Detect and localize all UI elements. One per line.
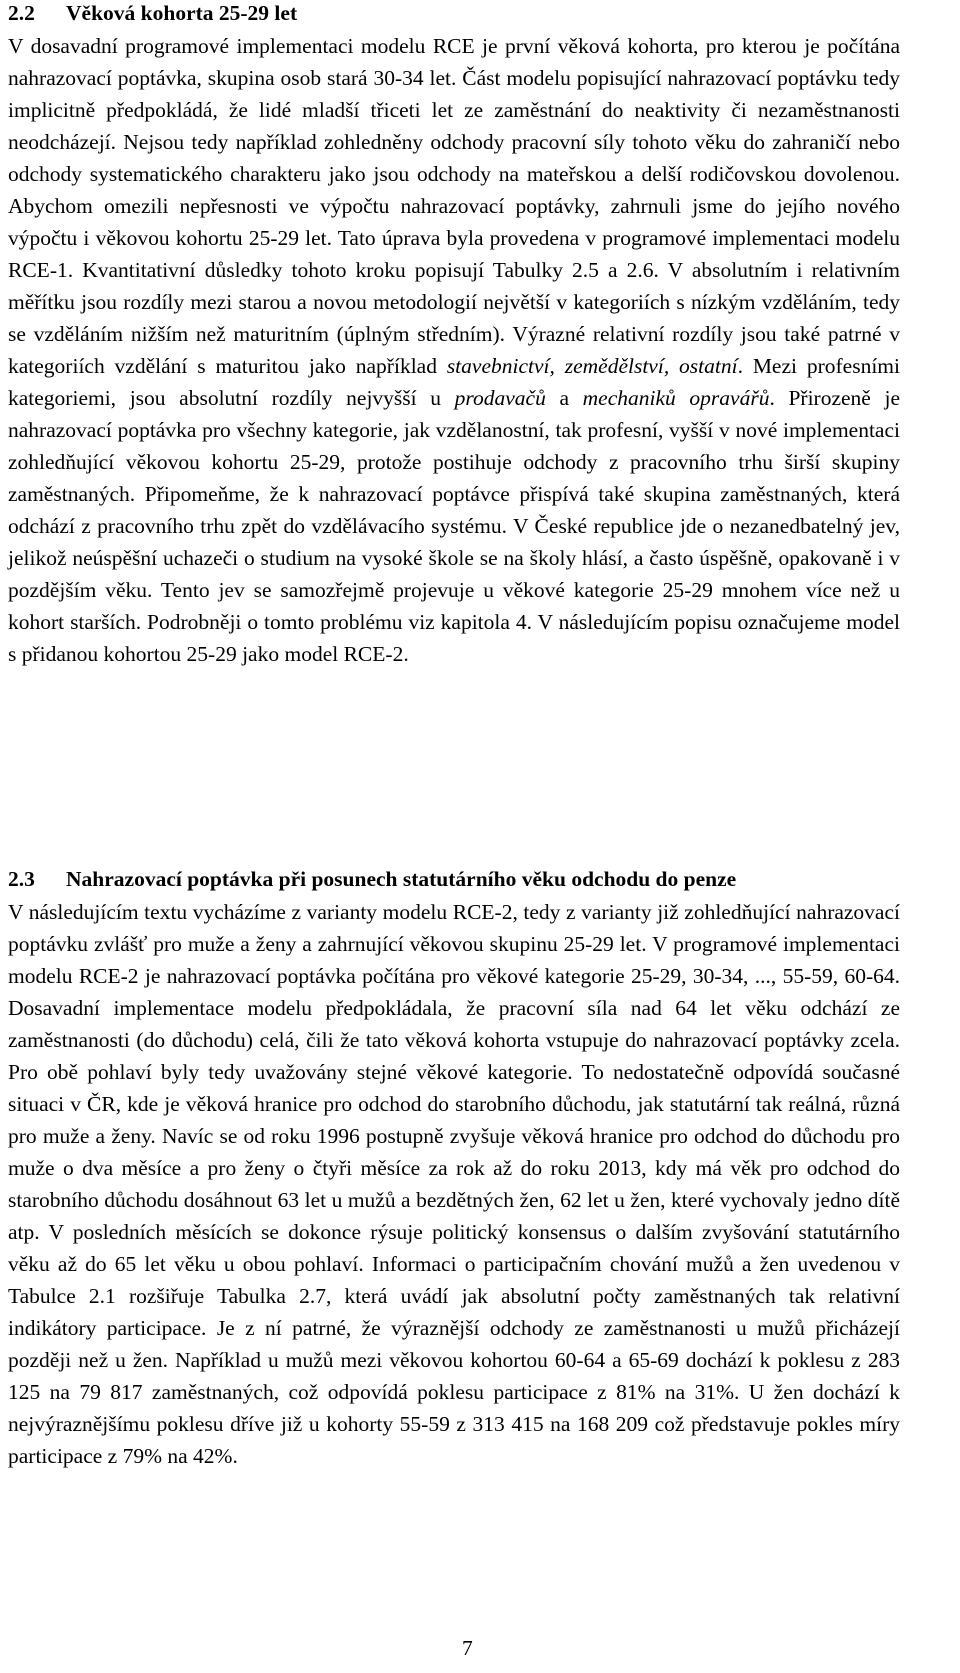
section-heading-2-2 — [8, 0, 297, 26]
paragraph-text: . Mezi profesními kategoriemi, jsou absolutní rozdíly nejvyšší u — [8, 354, 900, 410]
italic-prodavacu: prodavačů — [454, 386, 546, 410]
italic-mechaniku: mechaniků opravářů — [582, 386, 770, 410]
section-2-2-paragraph — [8, 30, 900, 670]
paragraph-text: . Přirozeně je nahrazovací poptávka pro všechny kategorie, jak vzdělanostní, tak profesní, vyšší v nové implementaci zohledňující věkovou kohortu 25-29, protože postihuje odchody z pracovního trhu širší skupiny zaměstnaných. Připomeňme, že k nahrazovací poptávce přispívá také skupina zaměstnaných, která odchází z pracovního trhu zpět do vzdělávacího systému. V České republice jde o nezanedbatelný jev, jelikož neúspěšní uchazeči o studium na vysoké škole se na školy hlásí, a často úspěšně, opakovaně i v pozdějším věku. Tento jev se samozřejmě projevuje u věkové kategorie 25-29 mnohem více než u kohort starších. Podrobněji o tomto problému viz kapitola 4. V následujícím popisu označujeme model s přidanou kohortou 25-29 jako model RCE-2. — [8, 386, 900, 666]
page-number: 7 — [462, 1636, 473, 1660]
section-number: 2.2 — [8, 1, 35, 25]
italic-categories: stavebnictví, zemědělství, ostatní — [446, 354, 738, 378]
section-number: 2.3 — [8, 867, 35, 891]
section-title: Věková kohorta 25-29 let — [66, 1, 298, 25]
paragraph-text: a — [545, 386, 583, 410]
section-2-3-paragraph: V následujícím textu vycházíme z varianty modelu RCE-2, tedy z varianty již zohledňující nahrazovací poptávku zvlášť pro muže a ženy a zahrnující věkovou skupinu 25-29 let. V programové implementaci modelu RCE-2 je nahrazovací poptávka počítána pro věkové kategorie 25-29, 30-34, ..., 55-59, 60-64. Dosavadní implementace modelu předpokládala, že pracovní síla nad 64 let věku odchází ze zaměstnanosti (do důchodu) celá, čili že tato věková kohorta vstupuje do nahrazovací poptávky zcela. Pro obě pohlaví byly tedy uvažovány stejné věkové kategorie. To nedostatečně odpovídá současné situaci v ČR, kde je věková hranice pro odchod do starobního důchodu, jak statutární tak reálná, různá pro muže a ženy. Navíc se od roku 1996 postupně zvyšuje věková hranice pro odchod do důchodu pro muže o dva měsíce a pro ženy o čtyři měsíce za rok až do roku 2013, kdy má věk pro odchod do starobního důchodu dosáhnout 63 let u mužů a bezdětných žen, 62 let u žen, které vychovaly jedno dítě atp. V posledních měsících se dokonce rýsuje politický konsensus o dalším zvyšování statutárního věku až do 65 let věku u obou pohlaví. Informaci o participačním chování mužů a žen uvedenou v Tabulce 2.1 rozšiřuje Tabulka 2.7, která uvádí jak absolutní počty zaměstnaných tak relativní indikátory participace. Je z ní patrné, že výraznější odchody ze zaměstnanosti u mužů přicházejí později než u žen. Například u mužů mezi věkovou kohortou 60-64 a 65-69 dochází k poklesu z 283 125 na 79 817 zaměstnaných, což odpovídá poklesu participace z 81% na 31%. U žen dochází k nejvýraznějšímu poklesu dříve již u kohorty 55-59 z 313 415 na 168 209 což představuje pokles míry participace z 79% na 42%. — [8, 900, 900, 1468]
section-heading-2-3 — [8, 866, 736, 892]
section-title: Nahrazovací poptávka při posunech statutárního věku odchodu do penze — [66, 867, 737, 891]
paragraph-text: V dosavadní programové implementaci modelu RCE je první věková kohorta, pro kterou je počítána nahrazovací poptávka, skupina osob stará 30-34 let. Část modelu popisující nahrazovací poptávku tedy implicitně předpokládá, že lidé mladší třiceti let ze zaměstnání do neaktivity či nezaměstnanosti neodcházejí. Nejsou tedy například zohledněny odchody pracovní síly tohoto věku do zahraničí nebo odchody systematického charakteru jako jsou odchody na mateřskou a delší rodičovskou dovolenou. Abychom omezili nepřesnosti ve výpočtu nahrazovací poptávky, zahrnuli jsme do jejího nového výpočtu i věkovou kohortu 25-29 let. Tato úprava byla provedena v programové implementaci modelu RCE-1. Kvantitativní důsledky tohoto kroku popisují Tabulky 2.5 a 2.6. V absolutním i relativním měřítku jsou rozdíly mezi starou a novou metodologií největší v kategoriích s nízkým vzděláním, tedy se vzděláním nižším než maturitním (úplným středním). Výrazné relativní rozdíly jsou také patrné v kategoriích vzdělání s maturitou jako například — [8, 34, 900, 378]
